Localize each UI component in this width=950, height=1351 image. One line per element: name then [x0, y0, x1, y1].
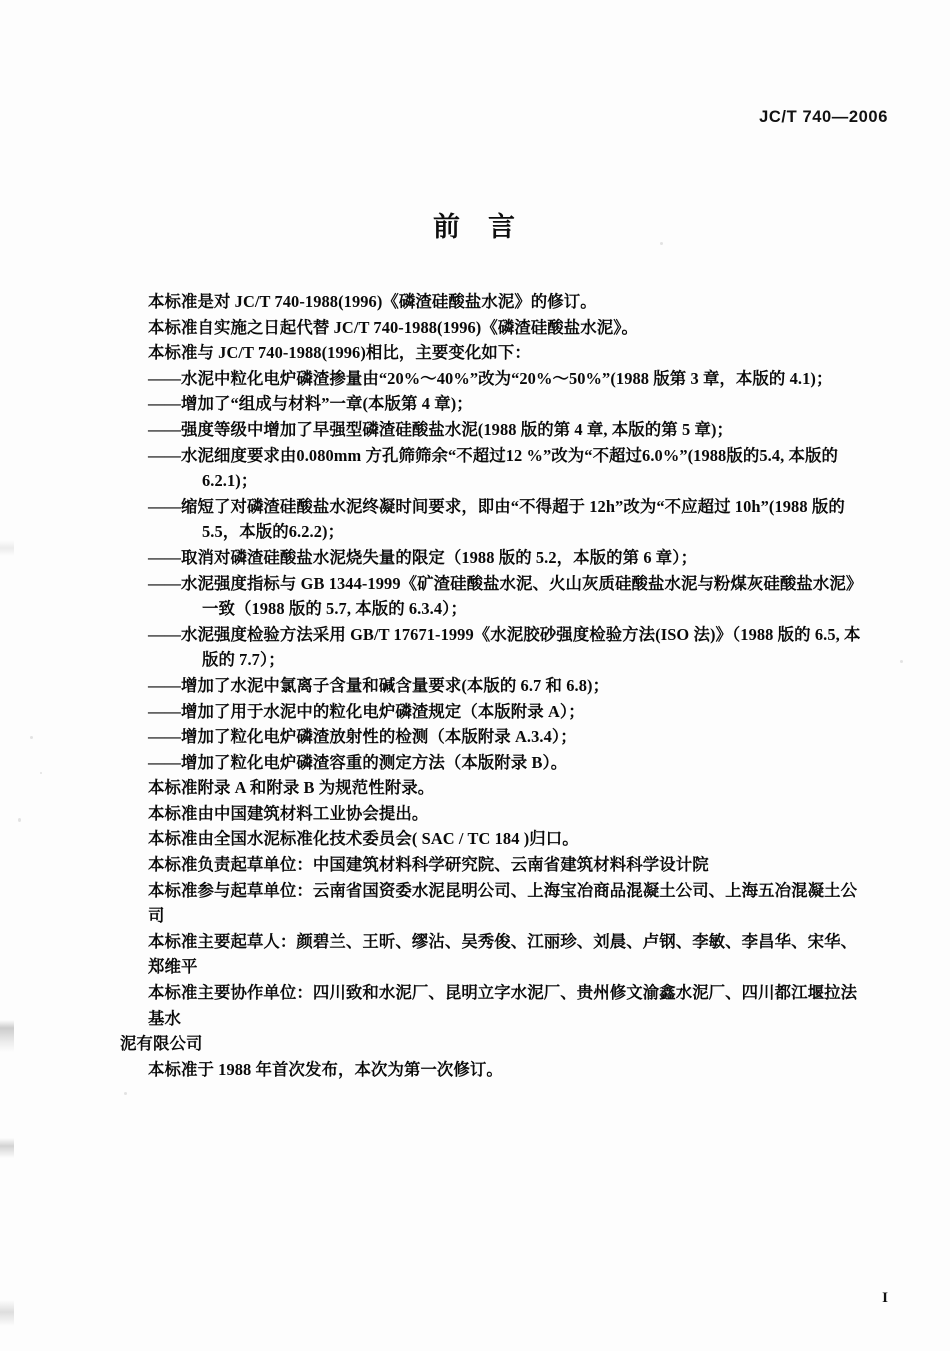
change-list-item: ——增加了“组成与材料”一章(本版第 4 章)； — [148, 394, 473, 414]
closing-paragraph: 本标准参与起草单位：云南省国资委水泥昆明公司、上海宝冶商品混凝土公司、上海五冶混凝土公司 — [148, 880, 858, 926]
foreword-body — [120, 289, 870, 1082]
scan-edge-artifact — [0, 0, 14, 1351]
change-list-item: ——水泥强度指标与 GB 1344-1999《矿渣硅酸盐水泥、火山灰质硅酸盐水泥与粉煤灰硅酸盐水泥》一致（1988 版的 5.7, 本版的 6.3.4）； — [148, 573, 863, 619]
scan-speck — [900, 660, 903, 663]
scan-speck — [40, 772, 42, 774]
scan-speck — [18, 818, 21, 822]
intro-paragraph: 本标准是对 JC/T 740-1988(1996)《磷渣硅酸盐水泥》的修订。 — [148, 292, 597, 311]
page-title-char-1: 前 — [433, 212, 462, 242]
intro-paragraph: 本标准与 JC/T 740-1988(1996)相比，主要变化如下： — [148, 343, 531, 363]
closing-paragraph: 本标准附录 A 和附录 B 为规范性附录。 — [148, 778, 435, 798]
intro-paragraph: 本标准自实施之日起代替 JC/T 740-1988(1996)《磷渣硅酸盐水泥》。 — [148, 317, 639, 337]
closing-paragraph: 本标准主要起草人：颜碧兰、王昕、缪沾、吴秀俊、江丽珍、刘晨、卢钢、李敏、李昌华、宋华、郑维平 — [148, 931, 858, 977]
change-list-item: ——水泥细度要求由0.080mm 方孔筛筛余“不超过12 %”改为“不超过6.0%”(1988版的5.4, 本版的6.2.1)； — [148, 445, 838, 491]
closing-paragraph: 本标准负责起草单位：中国建筑材料科学研究院、云南省建筑材料科学设计院 — [148, 855, 709, 875]
standard-code-header: JC/T 740—2006 — [759, 108, 888, 126]
cooperating-units-continuation: 泥有限公司 — [120, 1034, 203, 1054]
change-list-item: ——增加了粒化电炉磷渣放射性的检测（本版附录 A.3.4）； — [148, 727, 577, 747]
page-title-char-2: 言 — [488, 212, 517, 242]
change-list-item: ——水泥中粒化电炉磷渣掺量由“20%～40%”改为“20%～50%”(1988 版第 3 章，本版的 4.1)； — [148, 368, 833, 388]
page-title — [0, 205, 950, 244]
change-list-item: ——增加了粒化电炉磷渣容重的测定方法（本版附录 B）。 — [148, 752, 568, 772]
change-list-item: ——取消对磷渣硅酸盐水泥烧失量的限定（1988 版的 5.2，本版的第 6 章）； — [148, 547, 698, 567]
change-list-item: ——增加了水泥中氯离子含量和碱含量要求(本版的 6.7 和 6.8)； — [148, 675, 610, 695]
scan-speck — [124, 1092, 127, 1095]
change-list-item: ——缩短了对磷渣硅酸盐水泥终凝时间要求，即由“不得超于 12h”改为“不应超过 10h”(1988 版的5.5，本版的6.2.2)； — [148, 496, 845, 542]
final-paragraph: 本标准于 1988 年首次发布，本次为第一次修订。 — [148, 1059, 503, 1079]
cooperating-units-line — [148, 980, 870, 1031]
closing-paragraph: 本标准由全国水泥标准化技术委员会( SAC / TC 184 )归口。 — [148, 829, 579, 849]
scan-speck — [30, 736, 33, 739]
page-number: I — [882, 1290, 888, 1306]
cooperating-units-text: 本标准主要协作单位：四川致和水泥厂、昆明立字水泥厂、贵州修文渝鑫水泥厂、四川都江堰拉法基水 — [148, 983, 858, 1028]
change-list-item: ——增加了用于水泥中的粒化电炉磷渣规定（本版附录 A）； — [148, 701, 585, 721]
change-list-item: ——水泥强度检验方法采用 GB/T 17671-1999《水泥胶砂强度检验方法(ISO 法)》（1988 版的 6.5, 本版的 7.7）； — [148, 624, 861, 670]
change-list-item: ——强度等级中增加了早强型磷渣硅酸盐水泥(1988 版的第 4 章, 本版的第 5 章)； — [148, 419, 733, 439]
closing-paragraph: 本标准由中国建筑材料工业协会提出。 — [148, 803, 429, 823]
